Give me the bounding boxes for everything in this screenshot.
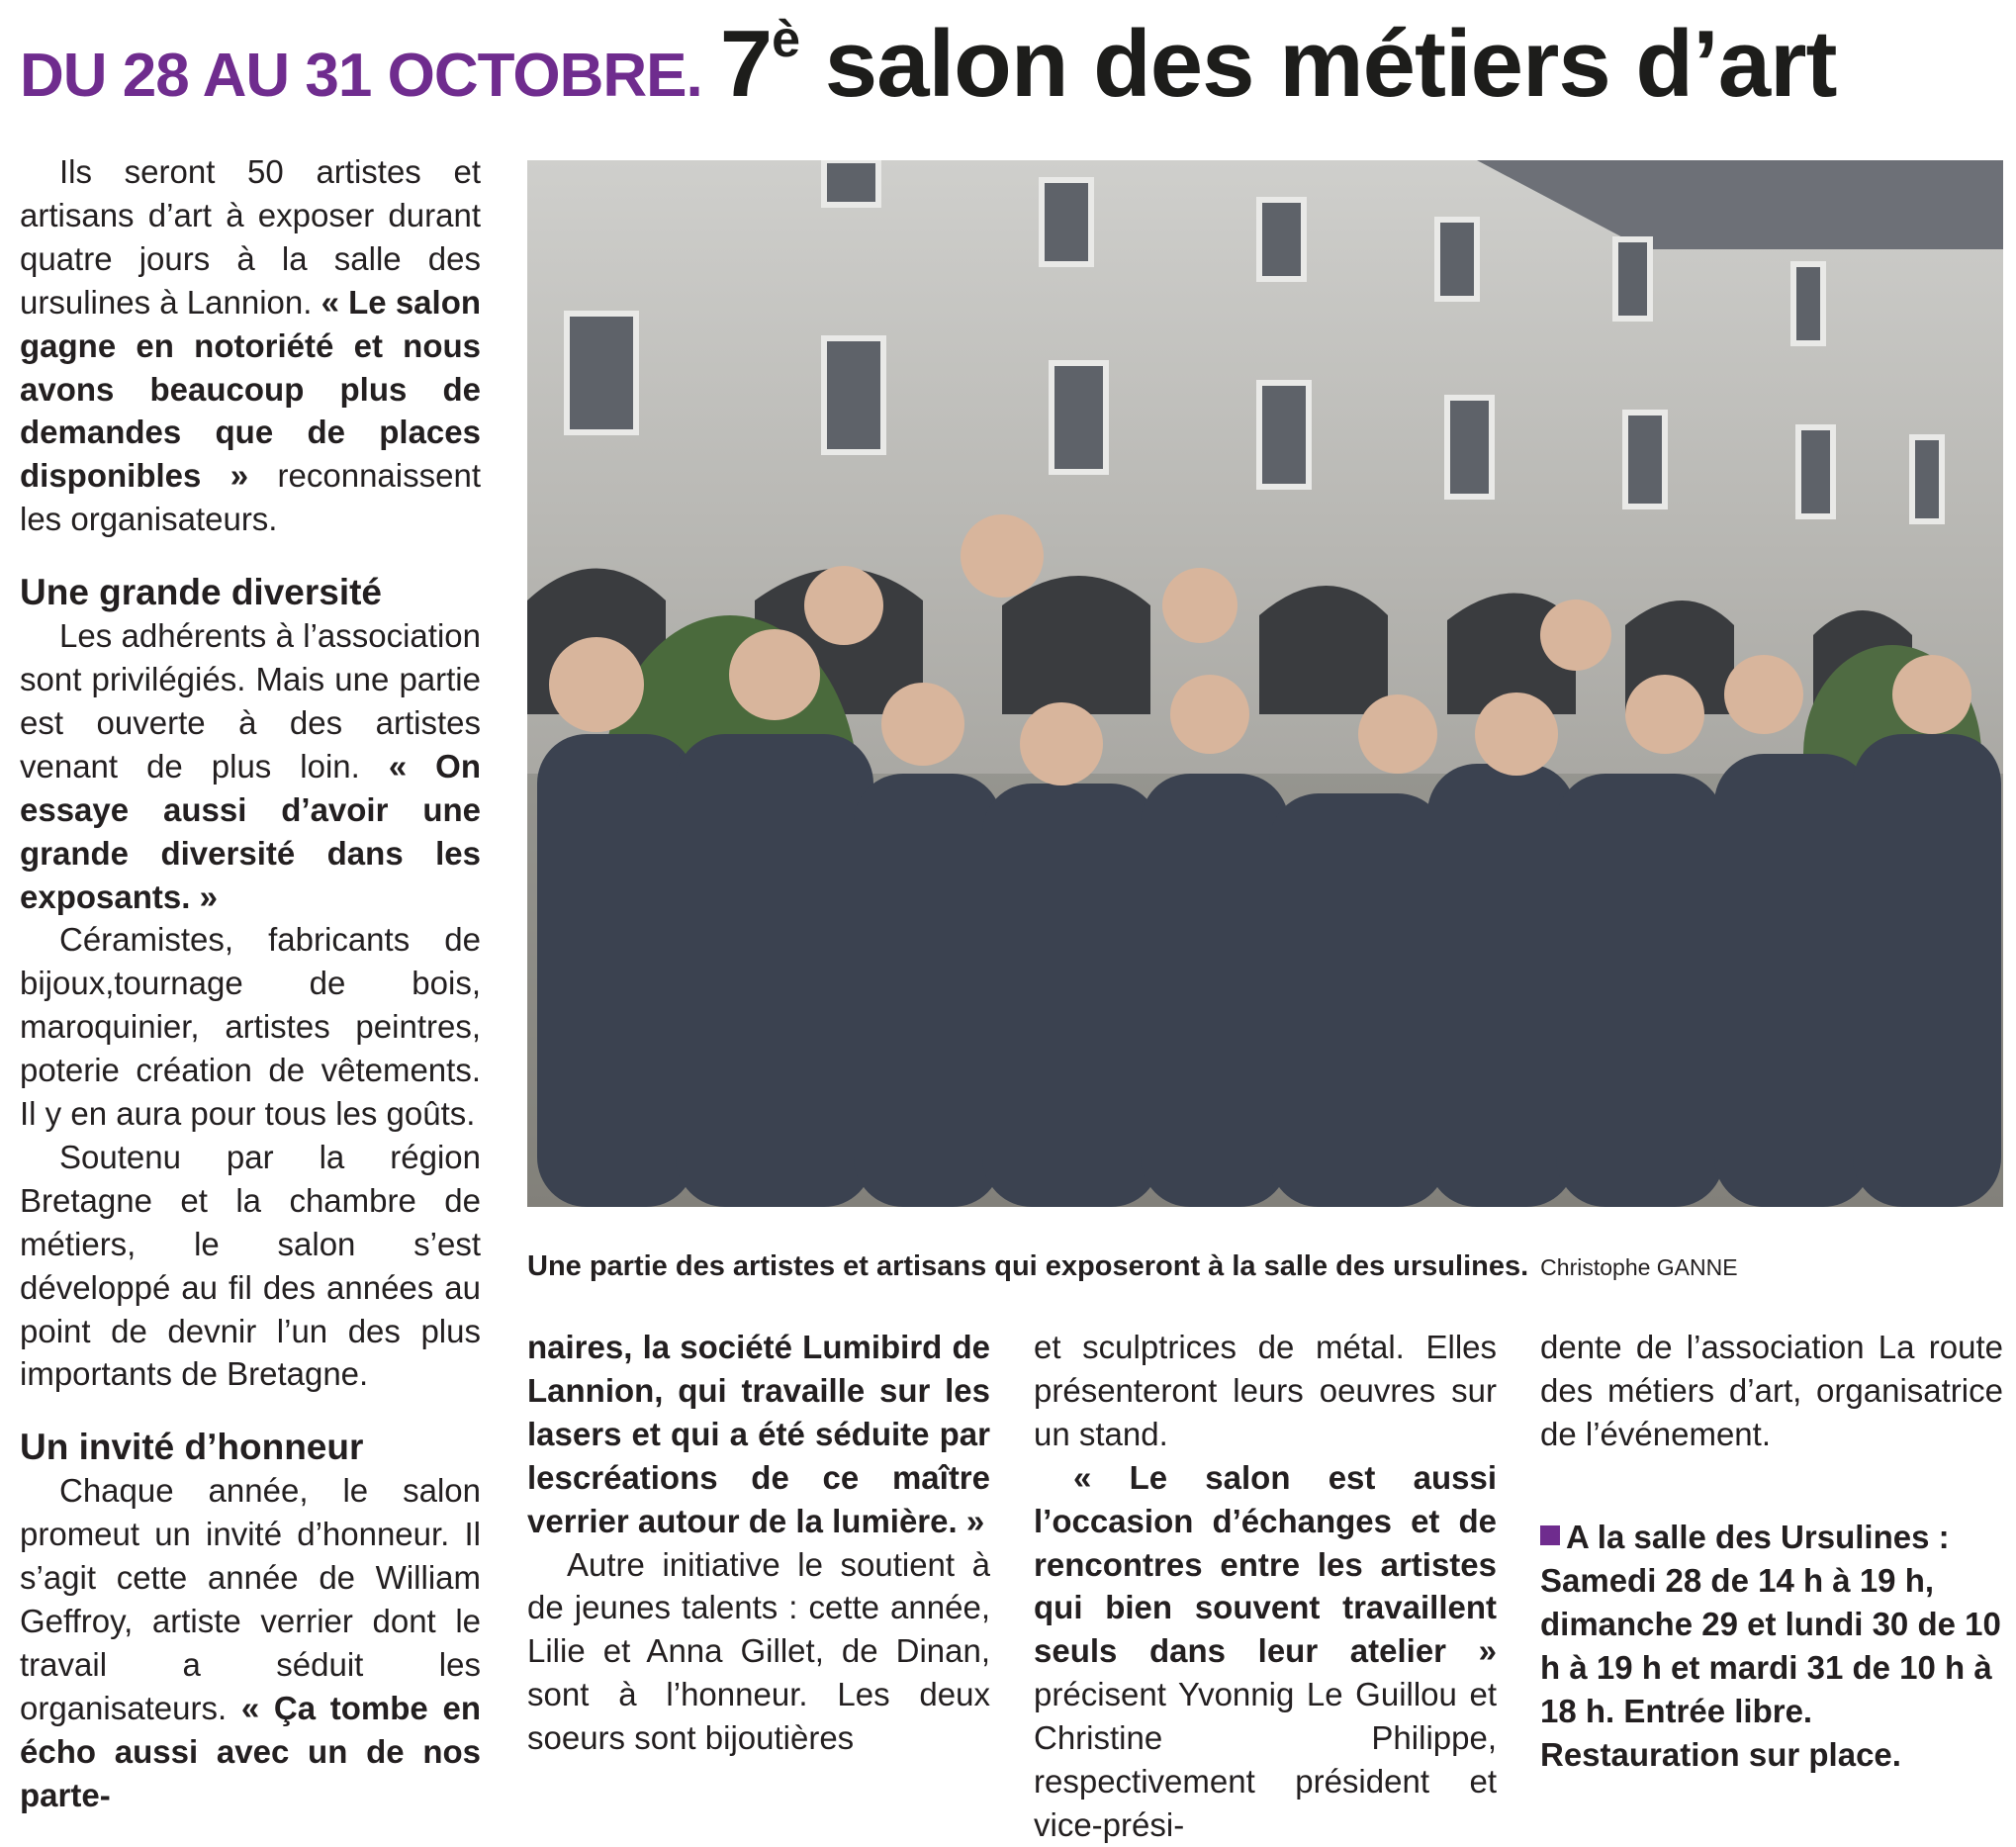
paragraph-young-talents: Autre initiative le soutient à de jeunes talents : cette année, Lilie et Anna Gillet, de Dinan, sont à l’honneur. Les deux soeurs sont bijoutières bbox=[527, 1545, 990, 1757]
subheading-diversity: Une grande diversité bbox=[20, 572, 383, 613]
subheading-guest: Un invité d’honneur bbox=[20, 1427, 364, 1468]
paragraph-members bbox=[20, 614, 481, 918]
title-number: 7 bbox=[719, 11, 773, 117]
column-4 bbox=[1540, 1326, 2003, 1777]
article-title bbox=[720, 11, 1837, 117]
guest-quote-continued: naires, la société Lumibird de Lannion, qui travaille sur les lasers et qui a été séduite par lescréations de ce maître verrier autour de la lumière. » bbox=[527, 1329, 990, 1539]
practical-info-text: A la salle des Ursulines : Samedi 28 de 14 h à 19 h, dimanche 29 et lundi 30 de 10 h à 19 h et mardi 31 de 10 h à 18 h. Entrée libre. Restauration sur place. bbox=[1540, 1518, 2001, 1773]
title-text: salon des métiers d’art bbox=[799, 11, 1837, 117]
members-text: Les adhérents à l’association sont privilégiés. Mais une partie est ouverte à des artistes venant de plus loin. bbox=[20, 617, 481, 785]
paragraph-support: Soutenu par la région Bretagne et la chambre de métiers, le salon s’est développé au fil des années au point de devnir l’un des plus importants de Bretagne. bbox=[20, 1138, 481, 1393]
date-kicker: DU 28 AU 31 OCTOBRE. bbox=[20, 42, 702, 110]
paragraph-guest bbox=[20, 1469, 481, 1816]
exchanges-tail: précisent Yvonnig Le Guillou et Christine Philippe, respectivement président et vice-prési- bbox=[1034, 1676, 1497, 1843]
caption-text: Une partie des artistes et artisans qui exposeront à la salle des ursulines. bbox=[527, 1250, 1529, 1282]
guest-quote-cont bbox=[527, 1326, 990, 1543]
intro-paragraph bbox=[20, 150, 481, 541]
title-superscript: è bbox=[772, 11, 800, 68]
practical-info bbox=[1540, 1516, 2003, 1777]
photo-credit: Christophe GANNE bbox=[1540, 1254, 1738, 1280]
column-3 bbox=[1034, 1326, 1497, 1847]
intro-tail: reconnaissent les organisateurs. bbox=[20, 457, 481, 538]
column-1 bbox=[20, 150, 481, 1817]
column-2 bbox=[527, 1326, 990, 1760]
young-talents-cont: et sculptrices de métal. Elles présenteront leurs oeuvres sur un stand. bbox=[1034, 1329, 1497, 1452]
paragraph-crafts: Céramistes, fabricants de bijoux,tournage de bois, maroquinier, artistes peintres, poterie création de vêtements. Il y en aura pour tous les goûts. bbox=[20, 921, 481, 1133]
guest-text: Chaque année, le salon promeut un invité d’honneur. Il s’agit cette année de William Geffroy, artiste verrier dont le travail a séduit les organisateurs. bbox=[20, 1472, 481, 1726]
group-photo-image bbox=[527, 160, 2003, 1207]
exchanges-quote: « Le salon est aussi l’occasion d’échanges et de rencontres entre les artistes qui bien souvent travaillent seuls dans leur atelier » bbox=[1034, 1458, 1497, 1670]
exchanges-cont: dente de l’association La route des métiers d’art, organisatrice de l’événement. bbox=[1540, 1329, 2003, 1452]
intro-text: Ils seront 50 artistes et artisans d’art à exposer durant quatre jours à la salle des ursulines à Lannion. bbox=[20, 153, 481, 321]
headline bbox=[20, 10, 1836, 119]
square-bullet-icon bbox=[1540, 1525, 1560, 1545]
members-quote: « On essaye aussi d’avoir une grande diversité dans les exposants. » bbox=[20, 747, 481, 915]
guest-quote-start: « Ça tombe en écho aussi avec un de nos parte- bbox=[20, 1689, 481, 1813]
intro-quote: « Le salon gagne en notoriété et nous avons beaucoup plus de demandes que de places disponibles » bbox=[20, 283, 482, 495]
paragraph-exchanges bbox=[1034, 1456, 1497, 1847]
photo-caption bbox=[527, 1250, 2003, 1283]
group-photo bbox=[527, 160, 2003, 1207]
